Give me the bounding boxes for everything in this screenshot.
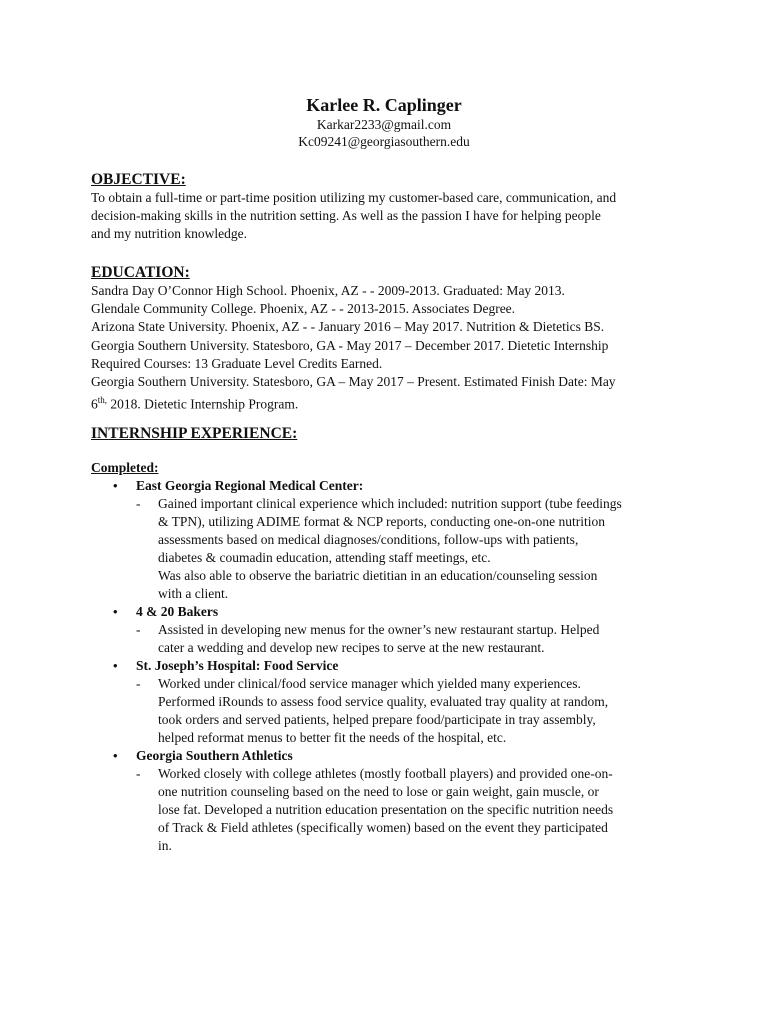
education-line-last xyxy=(91,391,691,414)
objective-line: decision-making skills in the nutrition setting. As well as the passion I have for helping people xyxy=(91,208,601,224)
bullet-icon: • xyxy=(113,658,118,673)
education-title: EDUCATION: xyxy=(91,264,190,281)
description-line: one nutrition counseling based on the need to lose or gain weight, gain muscle, or xyxy=(158,784,599,799)
description-line: Worked closely with college athletes (mostly football players) and provided one-on- xyxy=(158,766,613,781)
experience-employer: Georgia Southern Athletics xyxy=(136,748,293,763)
description-line: of Track & Field athletes (specifically women) based on the event they participated xyxy=(158,820,608,835)
experience-description xyxy=(91,495,691,603)
objective-title: OBJECTIVE: xyxy=(91,171,186,188)
resume-header xyxy=(0,94,768,150)
education-section xyxy=(91,264,691,414)
description-line: helped reformat menus to better fit the needs of the hospital, etc. xyxy=(158,730,507,745)
dash-icon: - xyxy=(136,766,141,781)
dash-icon: - xyxy=(136,496,141,511)
objective-line: To obtain a full-time or part-time position utilizing my customer-based care, communication, and xyxy=(91,190,617,205)
description-line: lose fat. Developed a nutrition education presentation on the specific nutrition needs xyxy=(158,802,614,817)
education-line: Georgia Southern University. Statesboro, GA – May 2017 – Present. Estimated Finish Date: May xyxy=(91,374,616,390)
experience-item-header xyxy=(91,657,691,675)
description-line: Assisted in developing new menus for the owner’s new restaurant startup. Helped xyxy=(158,622,600,637)
internship-title: INTERNSHIP EXPERIENCE: xyxy=(91,425,298,442)
description-line: took orders and served patients, helped prepare food/participate in tray assembly, xyxy=(158,712,596,727)
experience-employer: East Georgia Regional Medical Center: xyxy=(136,478,364,493)
education-line: Glendale Community College. Phoenix, AZ - - 2013-2015. Associates Degree. xyxy=(91,301,516,317)
email-primary: Karkar2233@gmail.com xyxy=(316,117,452,132)
description-line: Was also able to observe the bariatric dietitian in an education/counseling session xyxy=(158,568,598,583)
description-line: assessments based on medical diagnoses/conditions, follow-ups with patients, xyxy=(158,532,579,547)
education-date-number: 6 xyxy=(91,396,98,412)
experience-item xyxy=(91,477,691,603)
bullet-icon: • xyxy=(113,478,118,493)
experience-item-header xyxy=(91,603,691,621)
experience-item xyxy=(91,747,691,855)
experience-employer: 4 & 20 Bakers xyxy=(136,604,219,619)
description-line: diabetes & coumadin education, attending staff meetings, etc. xyxy=(158,550,491,565)
description-line: Worked under clinical/food service manager which yielded many experiences. xyxy=(158,676,581,691)
completed-label: Completed: xyxy=(91,460,159,475)
experience-description xyxy=(91,621,691,657)
experience-description xyxy=(91,765,691,855)
experience-description xyxy=(91,675,691,747)
description-line: cater a wedding and develop new recipes to serve at the new restaurant. xyxy=(158,640,545,655)
email-secondary: Kc09241@georgiasouthern.edu xyxy=(298,134,470,149)
education-date-rest: 2018. Dietetic Internship Program. xyxy=(107,396,299,412)
bullet-icon: • xyxy=(113,748,118,763)
objective-section xyxy=(91,171,691,244)
internship-section xyxy=(91,425,691,855)
description-line: in. xyxy=(158,838,172,853)
experience-employer: St. Joseph’s Hospital: Food Service xyxy=(136,658,339,673)
experience-item-header xyxy=(91,477,691,495)
description-line: Performed iRounds to assess food service quality, evaluated tray quality at random, xyxy=(158,694,609,709)
candidate-name: Karlee R. Caplinger xyxy=(306,95,462,115)
description-line: with a client. xyxy=(158,586,229,601)
education-date-suffix: th, xyxy=(97,395,108,406)
dash-icon: - xyxy=(136,622,141,637)
dash-icon: - xyxy=(136,676,141,691)
experience-item xyxy=(91,657,691,747)
experience-item xyxy=(91,603,691,657)
education-line: Required Courses: 13 Graduate Level Credits Earned. xyxy=(91,355,383,371)
description-line: Gained important clinical experience which included: nutrition support (tube feedings xyxy=(158,496,622,511)
objective-line: and my nutrition knowledge. xyxy=(91,226,247,242)
experience-item-header xyxy=(91,747,691,765)
bullet-icon: • xyxy=(113,604,118,619)
education-line: Sandra Day O’Connor High School. Phoenix, AZ - - 2009-2013. Graduated: May 2013. xyxy=(91,283,565,298)
description-line: & TPN), utilizing ADIME format & NCP reports, conducting one-on-one nutrition xyxy=(158,514,605,529)
education-line: Arizona State University. Phoenix, AZ - - January 2016 – May 2017. Nutrition & Dietetics BS. xyxy=(91,319,605,335)
education-line: Georgia Southern University. Statesboro, GA - May 2017 – December 2017. Dietetic Internship xyxy=(91,337,609,353)
